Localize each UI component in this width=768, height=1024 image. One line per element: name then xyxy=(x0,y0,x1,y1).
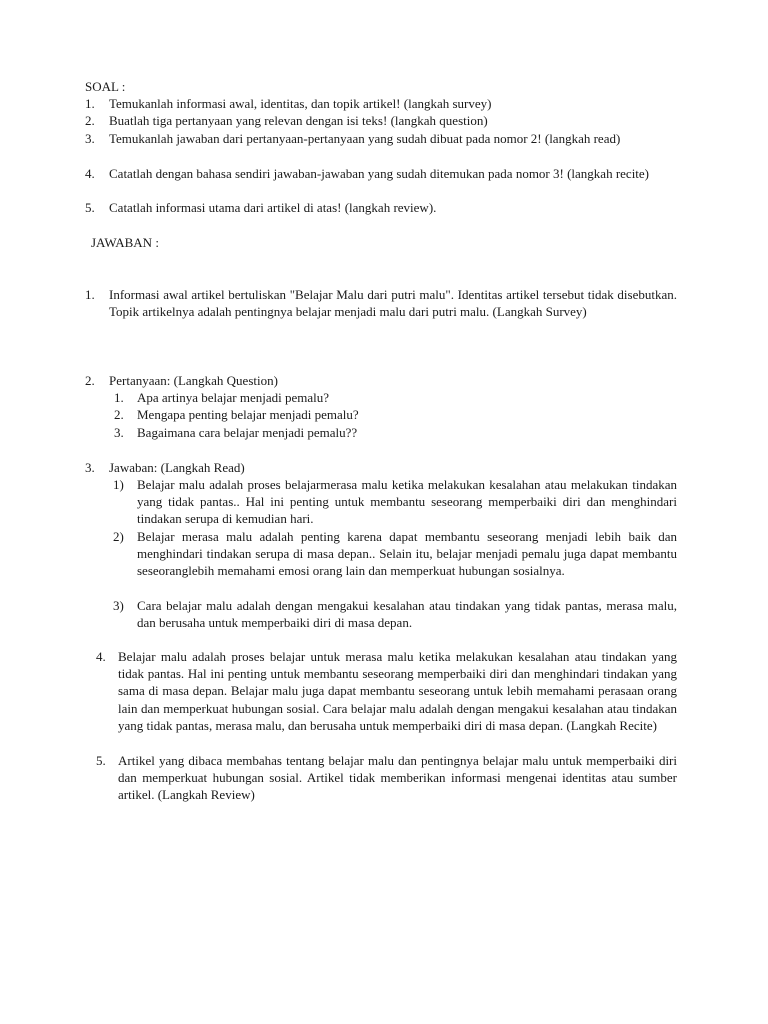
soal-item-number: 1. xyxy=(85,96,95,111)
read-answer-3: Cara belajar malu adalah dengan mengakui kesalahan atau tindakan yang tidak pantas, merasa malu, dan berusaha untuk memperbaiki diri di masa depan. xyxy=(137,598,677,631)
read-answer-2: Belajar merasa malu adalah penting karena dapat membantu seseorang menjadi lebih baik dan menghindari tindakan serupa di masa depan.. Selain itu, belajar menjadi pemalu juga dapat membantu seseoranglebih memahami emosi orang lain dan memperkuat hubungan sosialnya. xyxy=(137,529,677,579)
read-answer-number: 2) xyxy=(113,529,124,544)
soal-heading: SOAL : xyxy=(85,79,126,94)
soal-item-5: Catatlah informasi utama dari artikel di atas! (langkah review). xyxy=(109,200,437,215)
answer-number: 1. xyxy=(85,287,95,302)
soal-item-4: Catatlah dengan bahasa sendiri jawaban-jawaban yang sudah ditemukan pada nomor 3! (langkah recite) xyxy=(109,166,650,181)
question-1: Apa artinya belajar menjadi pemalu? xyxy=(137,390,330,405)
question-number: 1. xyxy=(114,390,124,405)
question-number: 3. xyxy=(114,425,124,440)
read-answer-number: 3) xyxy=(113,598,124,613)
answer-4-recite: Belajar malu adalah proses belajar untuk merasa malu ketika melakukan kesalahan atau tindakan yang tidak pantas. Hal ini penting untuk membantu seseorang memperbaiki diri dan menghindari tindakan yang sama di masa depan. Belajar malu juga dapat membantu seseorang untuk lebih memahami perasaan orang lain dan memperkuat hubungan sosial. Cara belajar malu adalah dengan mengakui kesalahan atau tindakan yang tidak pantas, merasa malu, dan berusaha untuk memperbaiki diri di masa depan. (Langkah Recite) xyxy=(118,649,677,733)
soal-item-1: Temukanlah informasi awal, identitas, dan topik artikel! (langkah survey) xyxy=(109,96,492,111)
soal-item-number: 2. xyxy=(85,113,95,128)
answer-number: 4. xyxy=(96,649,106,664)
read-answer-1: Belajar malu adalah proses belajarmerasa malu ketika melakukan kesalahan atau melakukan tindakan yang tidak pantas.. Hal ini penting untuk membantu seseorang memperbaiki diri dan menghindari tindakan serupa di kemudian hari. xyxy=(137,477,677,527)
soal-item-number: 4. xyxy=(85,166,95,181)
soal-item-number: 5. xyxy=(85,200,95,215)
question-3: Bagaimana cara belajar menjadi pemalu?? xyxy=(137,425,358,440)
read-answer-number: 1) xyxy=(113,477,124,492)
soal-item-2: Buatlah tiga pertanyaan yang relevan dengan isi teks! (langkah question) xyxy=(109,113,488,128)
answer-number: 2. xyxy=(85,373,95,388)
answer-1-survey: Informasi awal artikel bertuliskan "Belajar Malu dari putri malu". Identitas artikel tersebut tidak disebutkan. Topik artikelnya adalah pentingnya belajar menjadi malu dari putri malu. (Langkah Survey) xyxy=(109,287,677,320)
answer-5-review: Artikel yang dibaca membahas tentang belajar malu dan pentingnya belajar malu untuk memperbaiki diri dan memperkuat hubungan sosial. Artikel tidak memberikan informasi mengenai identitas atau sumber artikel. (Langkah Review) xyxy=(118,753,677,803)
answer-2-heading: Pertanyaan: (Langkah Question) xyxy=(109,373,278,388)
jawaban-heading: JAWABAN : xyxy=(91,235,159,250)
answer-number: 5. xyxy=(96,753,106,768)
answer-number: 3. xyxy=(85,460,95,475)
answer-3-heading: Jawaban: (Langkah Read) xyxy=(109,460,245,475)
question-2: Mengapa penting belajar menjadi pemalu? xyxy=(137,407,359,422)
soal-item-number: 3. xyxy=(85,131,95,146)
soal-item-3: Temukanlah jawaban dari pertanyaan-pertanyaan yang sudah dibuat pada nomor 2! (langkah read) xyxy=(109,131,621,146)
question-number: 2. xyxy=(114,407,124,422)
